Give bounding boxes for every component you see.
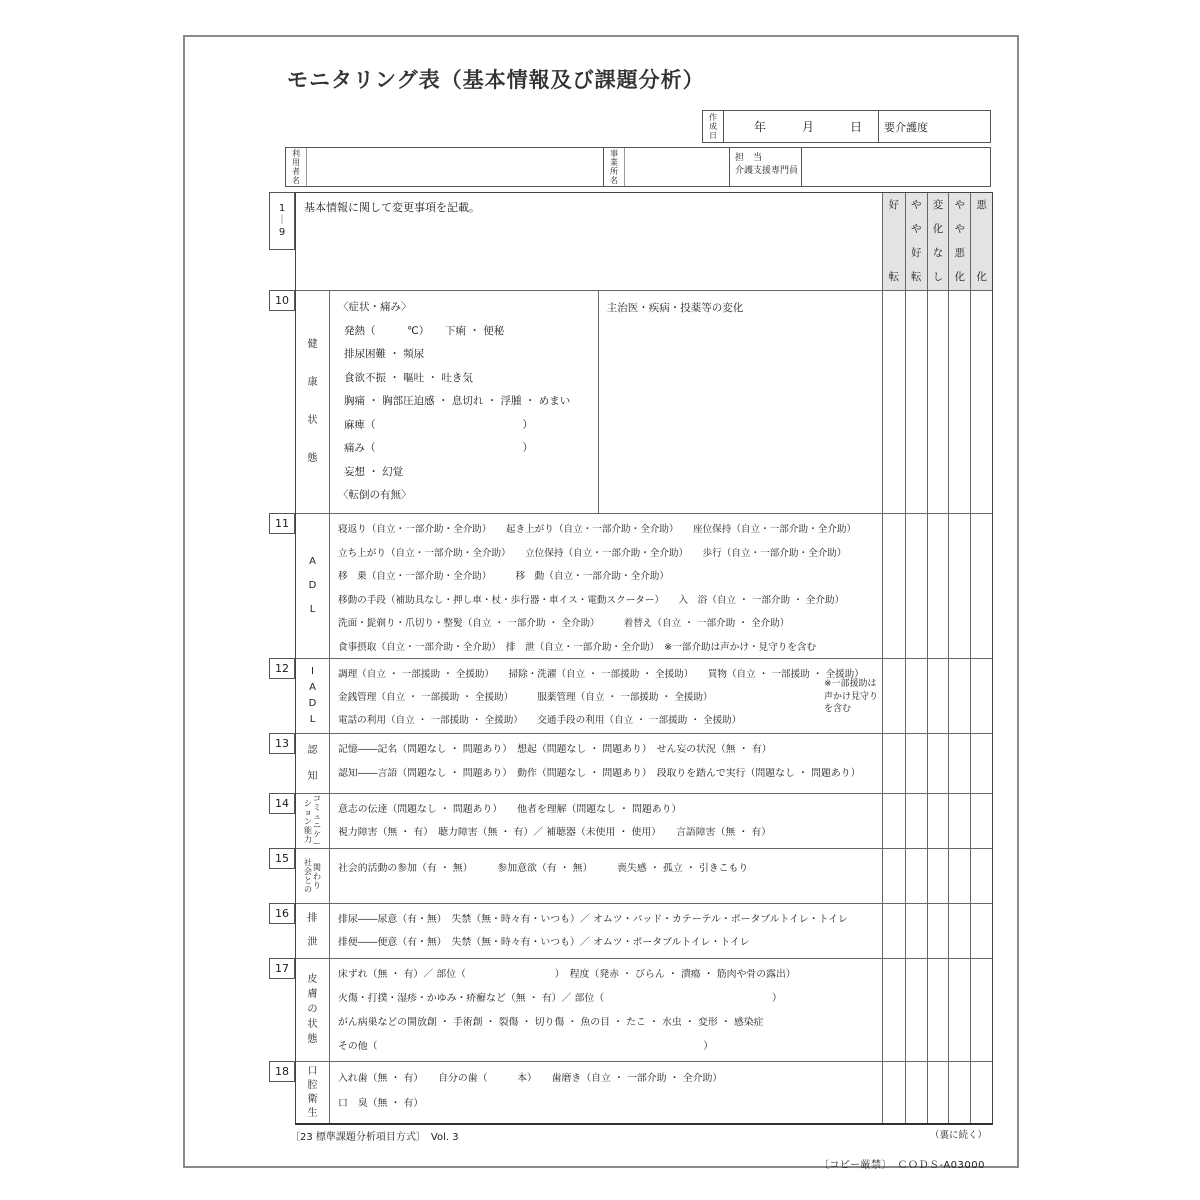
- grade-columns: [882, 291, 992, 513]
- section-label: [296, 291, 330, 513]
- grade-cell: [927, 734, 949, 793]
- form-line: 食事摂取（自立・一部介助・全介助） 排 泄（自立・一部介助・全介助） ※一部介助は声かけ・見守りを含む: [338, 641, 817, 653]
- form-line: 火傷・打撲・湿疹・かゆみ・疥癬など（無 ・ 有）／ 部位（ ）: [338, 993, 782, 1004]
- form-line: 記憶――記名（問題なし ・ 問題あり） 想起（問題なし ・ 問題あり） せん妄の状況（無 ・ 有）: [338, 744, 772, 755]
- section-label-column: シ ョ ン 能 力: [304, 798, 312, 844]
- form-section-row: [275, 733, 992, 793]
- form-line: 排尿困難 ・ 頻尿: [344, 348, 425, 360]
- grade-columns: [882, 514, 992, 658]
- staff-label-top: 担 当: [735, 153, 763, 163]
- form-line: 認知――言語（問題なし ・ 問題あり） 動作（問題なし ・ 問題あり） 段取りを踏んで実行（問題なし ・ 問題あり）: [338, 768, 861, 779]
- form-section-row: [275, 513, 992, 658]
- section-content: [330, 904, 882, 958]
- grade-cell: [948, 659, 970, 733]
- grade-cell: [883, 734, 905, 793]
- grade-cell: [927, 659, 949, 733]
- section-label-column: 関 わ り: [313, 862, 321, 890]
- grade-cell: [970, 959, 992, 1061]
- grade-cell: [948, 734, 970, 793]
- office-name-blank: [624, 148, 729, 186]
- grade-cell: [905, 514, 927, 658]
- grade-cell: [970, 849, 992, 903]
- grade-header-cell: 変 化 な し: [927, 193, 949, 290]
- form-section-row: [277, 193, 992, 290]
- section-label-column: I A D L: [308, 666, 317, 725]
- section-label-column: 健 康 状 態: [307, 339, 318, 464]
- section-number: 16: [269, 903, 295, 924]
- section-content: [330, 514, 882, 658]
- grade-columns: [882, 849, 992, 903]
- section-number: 18: [269, 1061, 295, 1082]
- form-line: 痛み（ ）: [344, 442, 533, 454]
- grade-cell: [927, 959, 949, 1061]
- section-label-column: 社 会 と の: [304, 858, 312, 894]
- grade-columns: [882, 959, 992, 1061]
- iadl-note-line: 声かけ見守り: [823, 691, 878, 702]
- monitoring-form-page: [183, 35, 1019, 1171]
- section-content: [330, 959, 882, 1061]
- section-label: [296, 734, 330, 793]
- identity-row: [285, 147, 991, 187]
- section-label-column: コ ミ ュ ニ ケ ー: [313, 794, 321, 848]
- grade-cell: [905, 659, 927, 733]
- grade-columns: [882, 794, 992, 848]
- section-label: [296, 1062, 330, 1123]
- form-line: 主治医・疾病・投薬等の変化: [606, 302, 744, 314]
- form-line: 発熱（ ℃） 下痢 ・ 便秘: [344, 324, 505, 337]
- grade-cell: [948, 291, 970, 513]
- grade-cell: [927, 291, 949, 513]
- doctor-change-cell: [598, 291, 882, 513]
- grade-header-cell: 好 転: [883, 193, 905, 290]
- grade-cell: [905, 1062, 927, 1123]
- form-line: 排尿――尿意（有・無） 失禁（無・時々有・いつも）／ オムツ・パッド・カテーテル・ポータブルトイレ・トイレ: [338, 914, 848, 925]
- section-label-column: 皮 膚 の 状 態: [307, 974, 318, 1045]
- grade-cell: [905, 959, 927, 1061]
- form-line: 〈症状・痛み〉: [338, 301, 412, 313]
- form-line: 調理（自立 ・ 一部援助 ・ 全援助） 掃除・洗濯（自立 ・ 一部援助 ・ 全援助） 買物（自立 ・ 一部援助 ・ 全援助）: [338, 669, 864, 680]
- grade-cell: [970, 794, 992, 848]
- grade-cell: [970, 904, 992, 958]
- grade-cell: [948, 849, 970, 903]
- section-content: [330, 734, 882, 793]
- section-content: [330, 659, 882, 733]
- grade-cell: [970, 514, 992, 658]
- section-label: [296, 959, 330, 1061]
- care-manager-label: [729, 148, 801, 186]
- grade-cell: [970, 291, 992, 513]
- grade-cell: [948, 794, 970, 848]
- grade-columns: [882, 659, 992, 733]
- section-content: [330, 849, 882, 903]
- grade-cell: [883, 514, 905, 658]
- grade-cell: [883, 659, 905, 733]
- section-content: [330, 794, 882, 848]
- grade-cell: [905, 794, 927, 848]
- grade-cell: [905, 734, 927, 793]
- grade-cell: [883, 959, 905, 1061]
- section-label-column: 排 泄: [307, 913, 318, 948]
- care-level-cell: [878, 111, 990, 142]
- form-line: 床ずれ（無 ・ 有）／ 部位（ ） 程度（発赤 ・ びらん ・ 潰瘍 ・ 筋肉や骨の露出）: [338, 969, 796, 980]
- form-section-row: [275, 848, 992, 903]
- form-line: 意志の伝達（問題なし ・ 問題あり） 他者を理解（問題なし ・ 問題あり）: [338, 804, 682, 815]
- grade-header-cell: や や 悪 化: [948, 193, 970, 290]
- form-line: 胸痛 ・ 胸部圧迫感 ・ 息切れ ・ 浮腫 ・ めまい: [344, 395, 571, 407]
- section-number: 12: [269, 658, 295, 679]
- form-line: 麻痺（ ）: [344, 418, 533, 431]
- form-section-row: [275, 658, 992, 733]
- care-manager-blank: [801, 148, 990, 186]
- section-label: [296, 514, 330, 658]
- grade-cell: [970, 1062, 992, 1123]
- grade-cell: [970, 734, 992, 793]
- form-line: 社会的活動の参加（有 ・ 無） 参加意欲（有 ・ 無） 喪失感 ・ 孤立 ・ 引きこもり: [338, 863, 749, 874]
- grade-columns: [882, 734, 992, 793]
- grade-header-cell: 悪 化: [970, 193, 992, 290]
- form-line: 食欲不振 ・ 嘔吐 ・ 吐き気: [344, 371, 473, 384]
- grade-cell: [970, 659, 992, 733]
- grade-cell: [927, 904, 949, 958]
- section-label: [296, 794, 330, 848]
- created-date-box: [702, 110, 991, 143]
- form-section-row: [275, 903, 992, 958]
- grade-cell: [927, 1062, 949, 1123]
- symptoms-cell: [330, 291, 598, 513]
- section-number: 11: [269, 513, 295, 534]
- section-number: 13: [269, 733, 295, 754]
- care-level-label: 要介護度: [884, 120, 928, 134]
- grade-cell: [927, 849, 949, 903]
- office-name-label: 事 業 所 名: [603, 148, 624, 186]
- section-label-column: A D L: [308, 556, 317, 615]
- grade-cell: [927, 794, 949, 848]
- grade-cell: [948, 904, 970, 958]
- date-fill-area: [724, 111, 878, 142]
- grade-columns: [882, 193, 992, 290]
- user-name-label: 利 用 者 名: [292, 149, 300, 185]
- form-line: 基本情報に関して変更事項を記載。: [304, 201, 480, 214]
- form-line: 寝返り（自立・一部介助・全介助） 起き上がり（自立・一部介助・全介助） 座位保持（自立・一部介助・全介助）: [338, 524, 857, 535]
- page-title: モニタリング表（基本情報及び課題分析）: [287, 68, 705, 92]
- form-line: 移動の手段（補助具なし・押し車・杖・歩行器・車イス・電動スクーター） 入 浴（自立 ・ 一部介助 ・ 全介助）: [338, 594, 845, 606]
- form-line: 電話の利用（自立 ・ 一部援助 ・ 全援助） 交通手段の利用（自立 ・ 一部援助 ・ 全援助）: [338, 715, 742, 726]
- form-line: 妄想 ・ 幻覚: [344, 465, 404, 478]
- footer-method-note: 〔23 標準課題分析項目方式〕 Vol. 3: [290, 1132, 459, 1143]
- form-line: 移 乗（自立・一部介助・全介助） 移 動（自立・一部介助・全介助）: [338, 571, 669, 582]
- form-section-row: [275, 290, 992, 513]
- user-name-blank: [306, 148, 603, 186]
- grade-header-cell: や や 好 転: [905, 193, 927, 290]
- month-label: 月: [801, 120, 814, 134]
- grade-cell: [883, 794, 905, 848]
- iadl-note: [824, 678, 878, 716]
- section-label: [296, 659, 330, 733]
- grade-cell: [948, 959, 970, 1061]
- form-section-row: [275, 793, 992, 848]
- grade-cell: [883, 291, 905, 513]
- form-line: 立ち上がり（自立・一部介助・全介助） 立位保持（自立・一部介助・全介助） 歩行（自立・一部介助・全介助）: [338, 547, 847, 559]
- grade-cell: [927, 514, 949, 658]
- section-label-column: 認 知: [307, 744, 318, 782]
- grade-columns: [882, 1062, 992, 1123]
- iadl-note-line: ※一部援助は: [823, 679, 877, 689]
- section-content: [330, 1062, 882, 1123]
- grade-cell: [883, 904, 905, 958]
- section-content: [330, 291, 882, 513]
- grade-cell: [883, 1062, 905, 1123]
- grade-columns: [882, 904, 992, 958]
- form-line: 入れ歯（無 ・ 有） 自分の歯（ 本） 歯磨き（自立 ・ 一部介助 ・ 全介助）: [338, 1073, 723, 1084]
- year-label: 年: [753, 120, 766, 134]
- section-number: 10: [269, 290, 295, 311]
- created-date-label: 作 成 日: [703, 111, 724, 142]
- grade-cell: [948, 1062, 970, 1123]
- form-line: 視力障害（無 ・ 有） 聴力障害（無 ・ 有）／ 補聴器（未使用 ・ 使用） 言語障害（無 ・ 有）: [338, 827, 772, 838]
- form-line: 洗面・髭剃り・爪切り・整髪（自立 ・ 一部介助 ・ 全介助） 着替え（自立 ・ 一部介助 ・ 全介助）: [338, 618, 790, 629]
- form-section-row: [275, 1061, 992, 1123]
- grade-cell: [905, 849, 927, 903]
- footer-copy-code: 〔コピー厳禁〕 ＣＯＤＳ-A03000: [818, 1160, 985, 1171]
- assessment-table: [275, 192, 993, 1125]
- form-section-row: [275, 958, 992, 1061]
- form-line: 排便――便意（有・無） 失禁（無・時々有・いつも）／ オムツ・ポータブルトイレ・トイレ: [338, 937, 750, 948]
- section-number: 1 ｜ 9: [269, 192, 295, 250]
- staff-label-bottom: 介護支援専門員: [735, 166, 799, 176]
- grade-cell: [905, 904, 927, 958]
- form-line: その他（ ）: [338, 1041, 714, 1052]
- section-content: [296, 193, 882, 290]
- form-line: がん病巣などの開放創 ・ 手術創 ・ 裂傷 ・ 切り傷 ・ 魚の目 ・ たこ ・ 水虫 ・ 変形 ・ 感染症: [338, 1017, 764, 1028]
- section-number: 14: [269, 793, 295, 814]
- iadl-note-line: を含む: [823, 704, 851, 714]
- section-label: [296, 904, 330, 958]
- day-label: 日: [849, 120, 862, 134]
- grade-cell: [905, 291, 927, 513]
- form-line: 〈転倒の有無〉: [338, 489, 412, 501]
- grade-cell: [948, 514, 970, 658]
- section-label-column: 口 腔 衛 生: [307, 1065, 318, 1119]
- form-line: 金銭管理（自立 ・ 一部援助 ・ 全援助） 服薬管理（自立 ・ 一部援助 ・ 全援助）: [338, 692, 713, 703]
- grade-cell: [883, 849, 905, 903]
- footer-continue-note: （裏に続く）: [929, 1130, 987, 1141]
- form-line: 口 臭（無 ・ 有）: [338, 1098, 424, 1109]
- section-number: 15: [269, 848, 295, 869]
- section-label: [296, 849, 330, 903]
- section-number: 17: [269, 958, 295, 979]
